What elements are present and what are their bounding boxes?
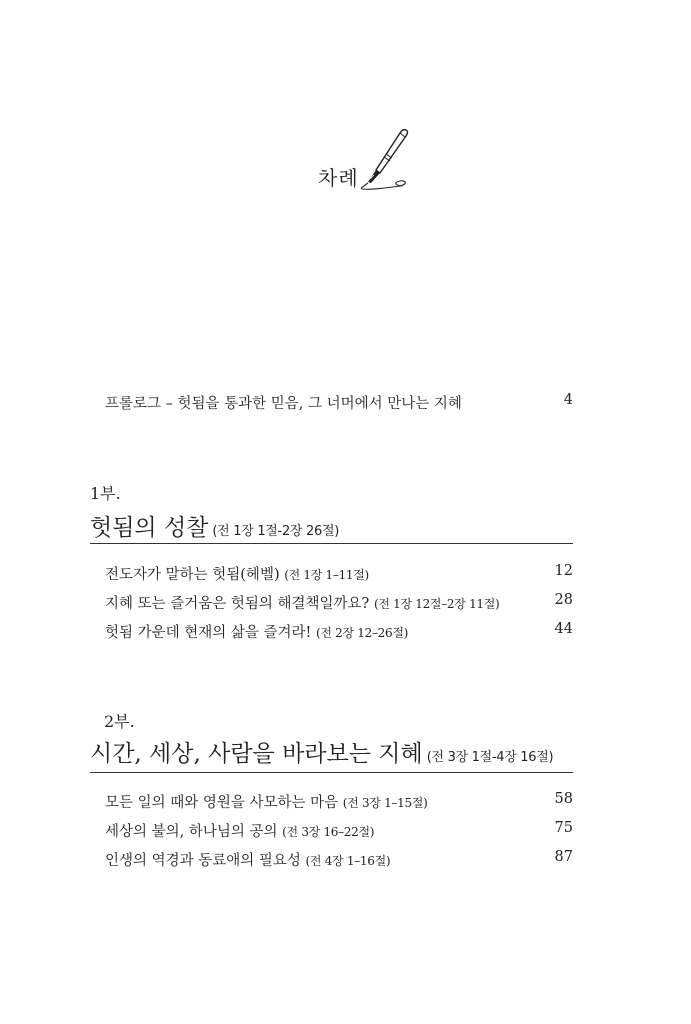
chapter-title-line	[105, 849, 390, 870]
chapter-page-number: 58	[554, 791, 573, 807]
chapter-range: (전 4장 1–16절)	[305, 854, 391, 868]
chapter-entry[interactable]	[105, 791, 573, 813]
chapter-range: (전 2장 12–26절)	[315, 626, 409, 640]
chapter-title-line	[105, 563, 369, 584]
part-name: 헛됨의 성찰	[90, 515, 209, 541]
chapter-page-number: 87	[554, 849, 573, 865]
part-label: 1부.	[90, 484, 121, 503]
toc-title: 차례	[318, 166, 359, 190]
part-range: (전 3장 1절-4장 16절)	[426, 750, 554, 765]
chapter-title-line	[105, 820, 374, 841]
part-label: 2부.	[104, 712, 135, 731]
chapter-title-line	[105, 621, 408, 642]
prologue-entry[interactable]	[105, 392, 573, 414]
chapter-page-number: 12	[554, 563, 573, 579]
chapter-entry[interactable]	[105, 621, 573, 643]
chapter-entry[interactable]	[105, 820, 573, 842]
chapter-entry[interactable]	[105, 849, 573, 871]
chapter-title: 헛됨 가운데 현재의 삶을 즐겨라!	[105, 625, 312, 641]
chapter-entry[interactable]	[105, 563, 573, 585]
chapter-range: (전 1장 1–11절)	[284, 568, 369, 582]
prologue-title: 프롤로그 – 헛됨을 통과한 믿음, 그 너머에서 만나는 지혜	[105, 396, 462, 412]
prologue-page-number: 4	[563, 392, 573, 408]
chapter-range: (전 3장 1–15절)	[342, 796, 428, 810]
chapter-page-number: 28	[554, 592, 573, 608]
chapter-title-line	[105, 592, 499, 613]
chapter-title: 모든 일의 때와 영원을 사모하는 마음	[105, 795, 339, 811]
chapter-title: 지혜 또는 즐거움은 헛됨의 해결책일까요?	[105, 596, 370, 612]
chapter-title-line	[105, 791, 427, 812]
chapter-title: 세상의 불의, 하나님의 공의	[105, 824, 278, 840]
chapter-entry[interactable]	[105, 592, 573, 614]
part-heading	[90, 735, 553, 768]
toc-header	[0, 128, 691, 198]
part-divider	[90, 543, 573, 544]
part-divider	[90, 772, 573, 773]
chapter-page-number: 75	[554, 820, 573, 836]
part-heading	[90, 509, 339, 542]
chapter-range: (전 3장 16–22절)	[282, 825, 375, 839]
part-range: (전 1장 1절-2장 26절)	[212, 524, 339, 539]
chapter-title: 인생의 역경과 동료애의 필요성	[105, 853, 301, 869]
chapter-title: 전도자가 말하는 헛됨(헤벨)	[105, 567, 280, 583]
fountain-pen-icon	[356, 128, 412, 192]
part-name: 시간, 세상, 사람을 바라보는 지혜	[90, 741, 423, 767]
chapter-range: (전 1장 12절–2장 11절)	[373, 597, 500, 611]
chapter-page-number: 44	[554, 621, 573, 637]
